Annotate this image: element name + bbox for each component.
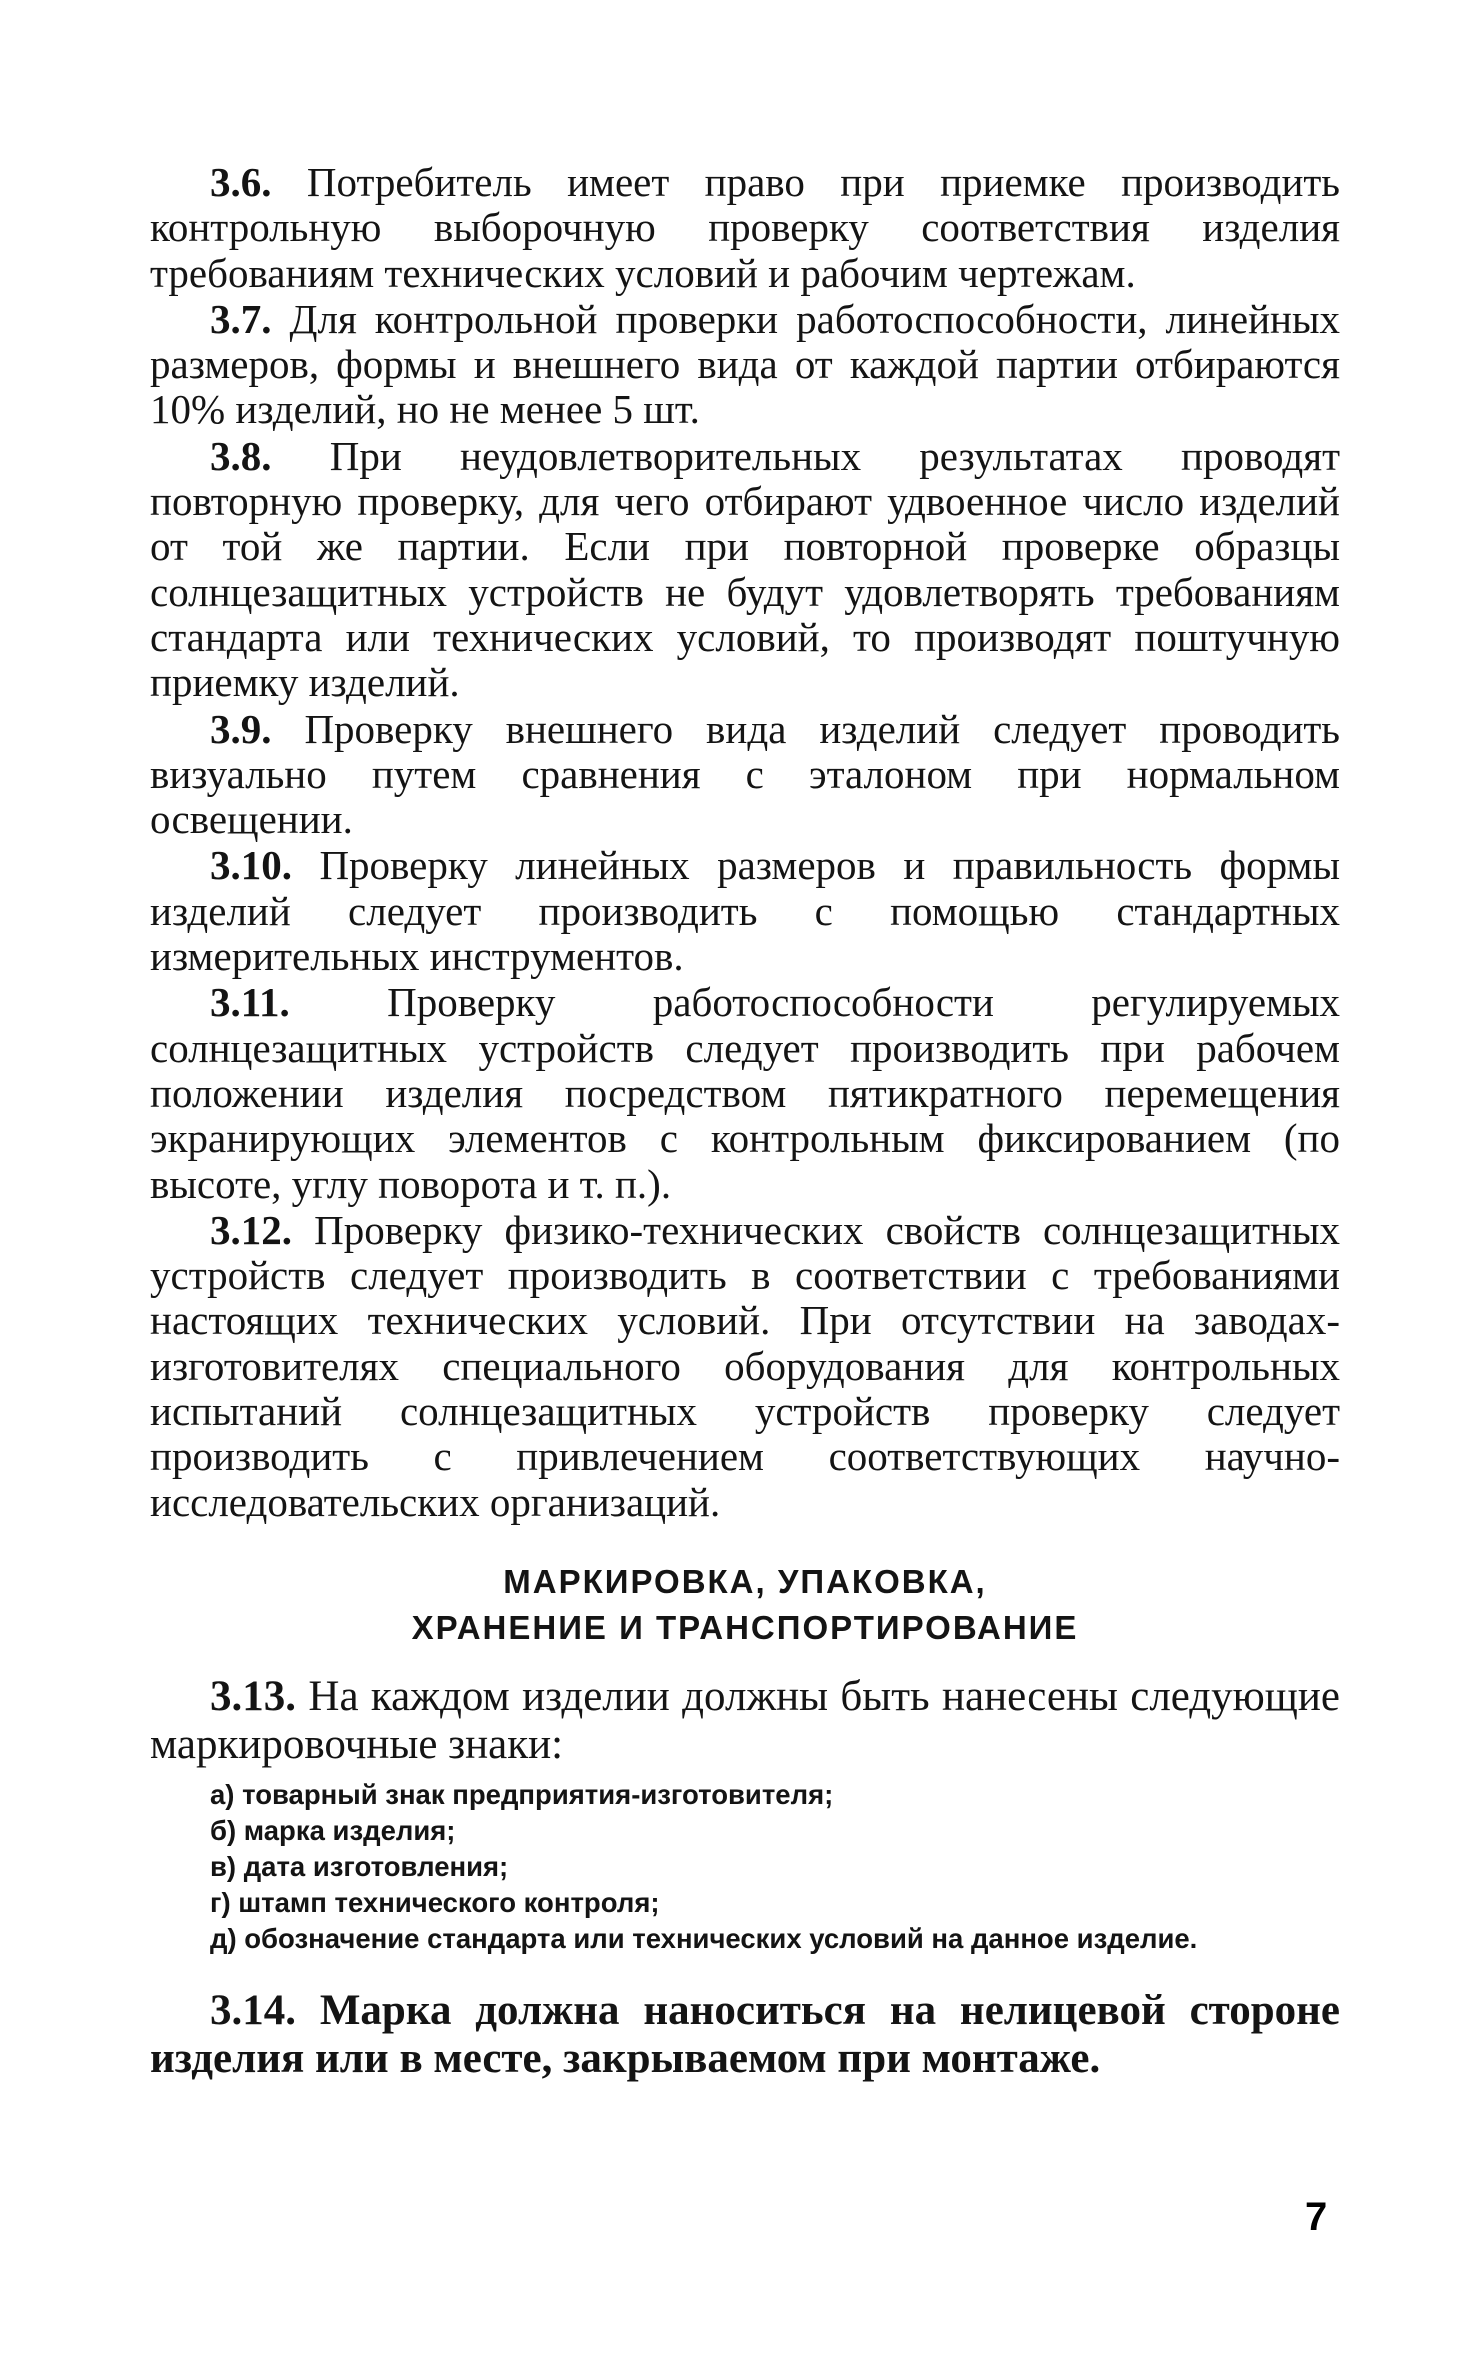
paragraph-3-13 xyxy=(150,1673,1340,1769)
clause-text: Проверку физико-технических свойств солнцезащитных устройств следует производить в соответствии с требованиями настоящих технических условий. При отсутствии на заводах-изготовителях специального оборудования для контрольных испытаний солнцезащитных устройств проверку следует производить с привлечением соответствующих научно-исследовательских организаций. xyxy=(150,1206,1340,1525)
clause-number: 3.14. xyxy=(210,1986,296,2034)
paragraph-3-10 xyxy=(150,843,1340,979)
paragraph-3-9 xyxy=(150,707,1340,843)
page-number: 7 xyxy=(1305,2195,1328,2239)
clause-number: 3.8. xyxy=(210,432,272,479)
list-item: д) обозначение стандарта или технических условий на данное изделие. xyxy=(210,1922,1198,1954)
paragraph-3-12 xyxy=(150,1208,1340,1525)
clause-text: Проверку внешнего вида изделий следует проводить визуально путем сравнения с эталоном при нормальном освещении. xyxy=(150,705,1341,843)
list-item: а) товарный знак предприятия-изготовителя; xyxy=(210,1778,834,1810)
marking-list xyxy=(150,1777,1340,1957)
section-heading-line-2: ХРАНЕНИЕ И ТРАНСПОРТИРОВАНИЕ xyxy=(411,1608,1079,1646)
list-item: в) дата изготовления; xyxy=(210,1850,509,1882)
clause-text: Для контрольной проверки работоспособности, линейных размеров, формы и внешнего вида от каждой партии отбираются 10% изделий, но не менее 5 шт. xyxy=(150,295,1341,433)
clause-number: 3.13. xyxy=(210,1672,296,1720)
clause-number: 3.10. xyxy=(210,842,292,889)
section-heading xyxy=(150,1559,1340,1651)
clause-text: При неудовлетворительных результатах проводят повторную проверку, для чего отбирают удвоенное число изделий от той же партии. Если при повторной проверке образцы солнцезащитных устройств не будут удовлетворять требованиям стандарта или технических условий, то производят поштучную приемку изделий. xyxy=(150,432,1340,706)
paragraph-3-8 xyxy=(150,434,1340,706)
clause-text: На каждом изделии должны быть нанесены следующие маркировочные знаки: xyxy=(150,1672,1341,1768)
clause-number: 3.11. xyxy=(210,979,290,1026)
paragraph-3-6 xyxy=(150,160,1340,296)
clause-number: 3.12. xyxy=(210,1206,292,1253)
clause-text: Потребитель имеет право при приемке производить контрольную выборочную проверку соответствия изделия требованиям технических условий и рабочим чертежам. xyxy=(150,159,1340,296)
clause-number: 3.9. xyxy=(210,705,272,752)
clause-text: Проверку работоспособности регулируемых солнцезащитных устройств следует производить при рабочем положении изделия посредством пятикратного перемещения экранирующих элементов с контрольным фиксированием (по высоте, углу поворота и т. п.). xyxy=(150,979,1341,1207)
clause-text: Проверку линейных размеров и правильность формы изделий следует производить с помощью стандартных измерительных инструментов. xyxy=(150,842,1340,980)
clause-text: Марка должна наноситься на нелицевой стороне изделия или в месте, закрываемом при монтаже. xyxy=(150,1986,1340,2082)
paragraph-3-7 xyxy=(150,297,1340,433)
list-item: г) штамп технического контроля; xyxy=(210,1886,660,1918)
document-page xyxy=(150,160,1340,2084)
section-heading-line-1: МАРКИРОВКА, УПАКОВКА, xyxy=(503,1562,987,1600)
paragraph-3-14 xyxy=(150,1987,1340,2083)
clause-number: 3.6. xyxy=(210,159,272,205)
clause-number: 3.7. xyxy=(210,295,272,342)
list-item: б) марка изделия; xyxy=(210,1814,456,1846)
paragraph-3-11 xyxy=(150,980,1340,1206)
